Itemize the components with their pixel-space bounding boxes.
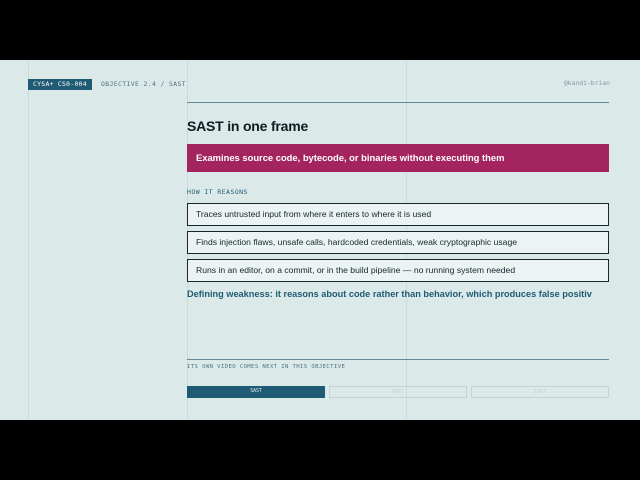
breadcrumb: OBJECTIVE 2.4 / SAST [101,80,186,88]
progress-segment-iast: IAST [471,386,609,398]
divider [187,359,609,360]
grid-line [28,60,29,420]
reason-point: Runs in an editor, on a commit, or in the build pipeline — no running system needed [187,259,609,282]
next-video-label: ITS OWN VIDEO COMES NEXT IN THIS OBJECTIVE [187,364,346,370]
course-tag: CYSA+ CS0-004 [28,79,92,90]
definition-banner: Examines source code, bytecode, or binaries without executing them [187,144,609,172]
slide-content [187,60,640,420]
slide-stage [0,60,640,420]
progress-segment-dast: DAST [329,386,467,398]
section-label: HOW IT REASONS [187,188,248,196]
author-handle: @kandi-brian [563,79,610,87]
reason-point: Finds injection flaws, unsafe calls, hardcoded credentials, weak cryptographic usage [187,231,609,254]
divider [187,102,609,103]
slide-title: SAST in one frame [187,118,309,134]
reason-point: Traces untrusted input from where it enters to where it is used [187,203,609,226]
progress-segment-sast: SAST [187,386,325,398]
defining-weakness: Defining weakness: it reasons about code rather than behavior, which produces false positiv [187,289,592,299]
